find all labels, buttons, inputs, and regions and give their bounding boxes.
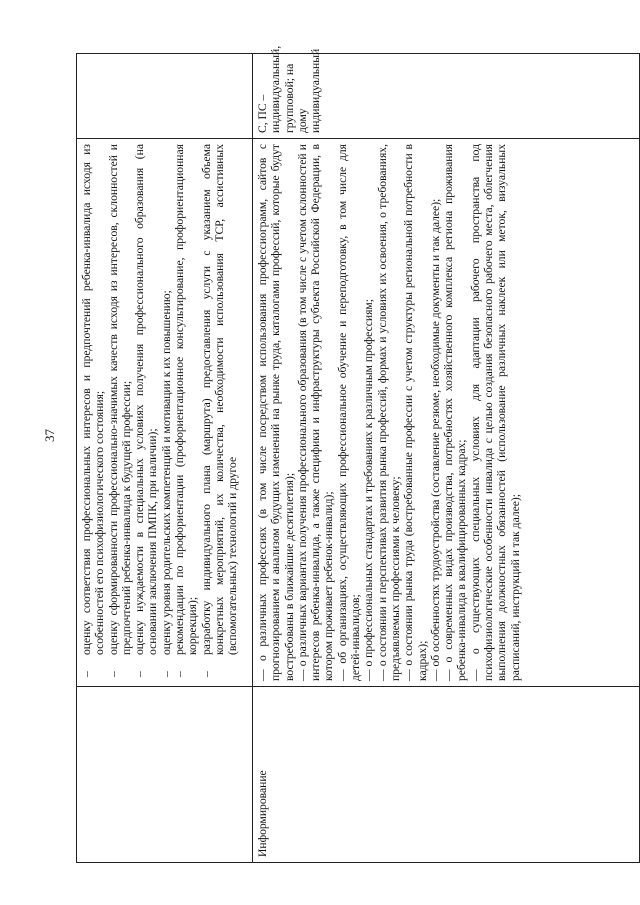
info-item: — об особенностях трудоустройства (составление резюме, необходимые документы и так далее); — [428, 198, 442, 681]
dash-marker: – — [159, 671, 173, 677]
assessment-list — [80, 144, 240, 681]
table-row — [77, 54, 253, 863]
list-item-text: разработку индивидуального плана (маршрута) предоставления услуги с указанием объема конкретных мероприятий, их количества, необходимости использования ТСР, ассистивных (вспомогательных) технологий и другое — [199, 144, 240, 655]
service-forms-cell: С, ПС – индивидуальный, групповой; на дому индивидуальный — [253, 54, 640, 139]
service-forms-cell — [77, 54, 253, 139]
list-item-text: оценку сформированности профессионально-значимых качеств исходя из интересов, склонностей и предпочтений ребенка-инвалида к будущей профессии; — [106, 144, 133, 655]
dash-marker: – — [173, 671, 187, 677]
info-item: — о состоянии и перспективах развития рынка профессий, формах и условиях их освоения, о требованиях, предъявляемых профессиями к человеку; — [375, 144, 402, 681]
service-content-cell — [253, 139, 640, 687]
list-item — [133, 144, 160, 681]
info-item: — о существующих специальных условиях для адаптации рабочего пространства под психофизиологические особенности инвалида с целью создания безопасного рабочего места, облегчения выполнения должностных обязанностей (использование различных наклеек или меток, визуальных расписаний, инструкций и так далее); — [468, 144, 522, 681]
service-label-cell — [77, 687, 253, 863]
info-item: — о состоянии рынка труда (востребованные профессии с учетом структуры региональной потребности в кадрах); — [402, 144, 429, 681]
dash-marker: – — [80, 671, 93, 677]
list-item — [173, 144, 200, 681]
dash-marker: – — [199, 671, 213, 677]
list-item — [107, 144, 134, 681]
services-table — [76, 45, 640, 863]
info-item: — об организациях, осуществляющих профессиональное обучение и переподготовку, в том числе для детей-инвалидов; — [335, 144, 363, 681]
list-item — [200, 144, 240, 681]
info-item: — о современных видах производства, потребностях хозяйственного комплекса региона проживания ребенка-инвалида в квалифицированных кадрах; — [442, 144, 469, 681]
dash-marker: – — [133, 671, 147, 677]
dash-marker: – — [106, 671, 120, 677]
service-content-cell — [77, 139, 253, 687]
list-item-text: рекомендации по профориентации (профориентационное консультирование, профориентационная коррекция); — [173, 144, 200, 655]
table-row — [253, 54, 640, 863]
list-item-text: оценку уровня родительских компетенций и мотивации к их повышению; — [159, 290, 173, 655]
list-item — [80, 144, 107, 681]
page-number: 37 — [42, 429, 57, 442]
list-item-text: оценку нуждаемости в специальных условиях получения профессионального образования (на основании заключения ПМПК, при наличии); — [133, 144, 160, 655]
rotated-table-sheet — [76, 45, 640, 863]
service-label-cell: Информирование — [253, 687, 640, 863]
info-item: — о различных профессиях (в том числе посредством использования профессиограмм, сайтов с прогнозированием и анализом будущих изменений на рынке труда, каталогами профессий, которые будут востребованы в ближайшие десятилетия); — [256, 144, 296, 681]
info-item: — о различных вариантах получения профессионального образования (в том числе с учетом склонностей и интересов ребенка-инвалида, а также специфики и инфраструктуры субъекта Российской Федерации, в котором проживает ребенок-инвалид); — [295, 144, 336, 681]
list-item — [160, 144, 173, 681]
info-item: — о профессиональных стандартах и требованиях к различным профессиям; — [362, 299, 376, 681]
list-item-text: оценку соответствия профессиональных интересов и предпочтений ребенка-инвалида исходя из особенностей его психофизиологического состояния; — [80, 144, 107, 655]
